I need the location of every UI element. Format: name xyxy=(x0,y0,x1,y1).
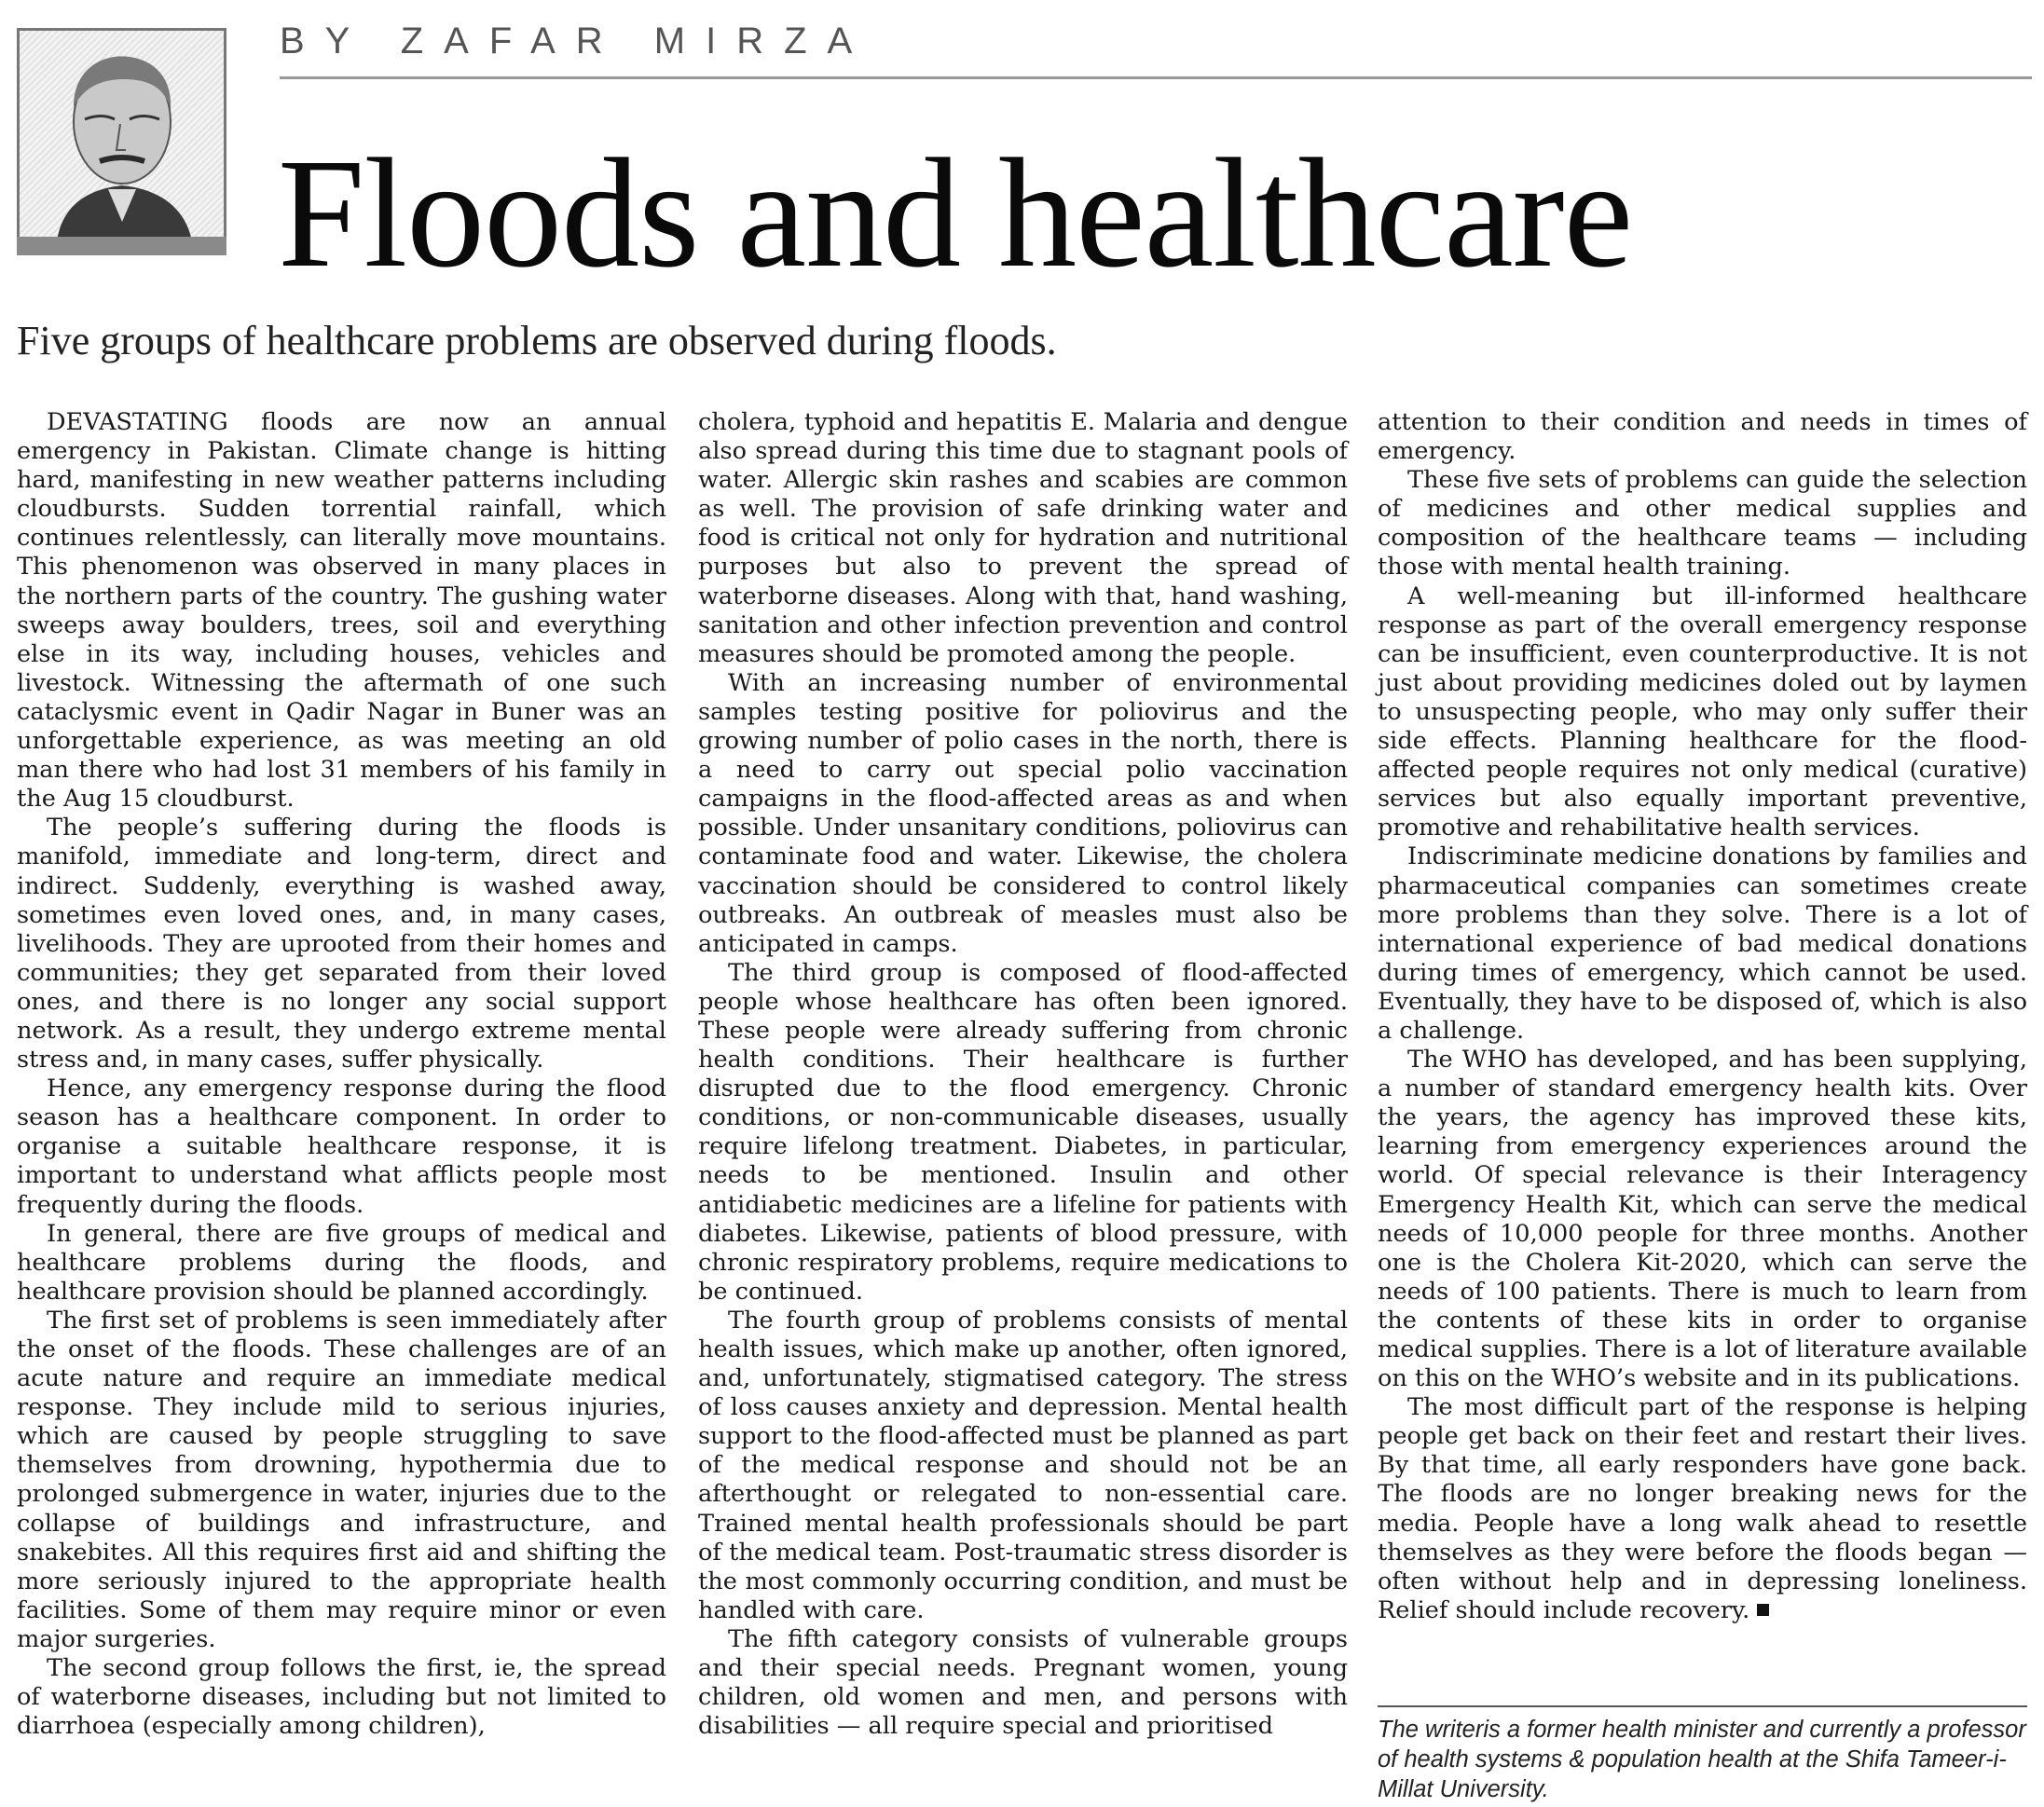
article-paragraph: The third group is composed of flood-affected people whose healthcare has often been ignored. These people were already suffering from chronic health conditions. Their healthcare is further disrupted due to the flood emergency. Chronic conditions, or non-communicable diseases, usually require lifelong treatment. Diabetes, in particular, needs to be mentioned. Insulin and other antidiabetic medicines are a lifeline for patients with diabetes. Likewise, patients of blood pressure, with chronic respiratory problems, require medications to be continued. xyxy=(698,958,1348,1306)
author-photo xyxy=(17,28,226,244)
author-footnote: The writeris a former health minister and currently a professor of health systems & population health at the Shifa Tameer-i-Millat University. xyxy=(1378,1717,2026,1802)
article-paragraph: These five sets of problems can guide the selection of medicines and other medical supplies and composition of the healthcare teams — including those with mental health training. xyxy=(1378,466,2027,582)
byline: BY ZAFAR MIRZA xyxy=(280,21,873,62)
article-paragraph: The fifth category consists of vulnerable groups and their special needs. Pregnant women, young children, old women and men, and persons with disabilities — all require special and prioritised xyxy=(698,1624,1348,1741)
article-paragraph: Hence, any emergency response during the flood season has a healthcare component. In order to organise a suitable healthcare response, it is important to understand what afflicts people most frequently during the floods. xyxy=(17,1075,666,1219)
article-paragraph: attention to their condition and needs in times of emergency. xyxy=(1378,408,2027,466)
article-paragraph: The people’s suffering during the floods is manifold, immediate and long-term, direct and indirect. Suddenly, everything is washed away, sometimes even loved ones, and, in many cases, livelihoods. They are uprooted from their homes and communities; they get separated from their loved ones, and there is no longer any social support network. As a result, they undergo extreme mental stress and, in many cases, suffer physically. xyxy=(17,814,666,1075)
article-column-3 xyxy=(1378,408,2027,1625)
article-paragraph: cholera, typhoid and hepatitis E. Malaria and dengue also spread during this time due to stagnant pools of water. Allergic skin rashes and scabies are common as well. The provision of safe drinking water and food is critical not only for hydration and nutritional purposes but also to prevent the spread of waterborne diseases. Along with that, hand washing, sanitation and other infection prevention and control measures should be promoted among the people. xyxy=(698,408,1348,668)
photo-caption-bar xyxy=(17,237,226,255)
article-paragraph: A well-meaning but ill-informed healthcare response as part of the overall emergency response can be insufficient, even counterproductive. It is not just about providing medicines doled out by laymen to unsuspecting people, who may only suffer their side effects. Planning healthcare for the flood-affected people requires not only medical (curative) services but also equally important preventive, promotive and rehabilitative health services. xyxy=(1378,582,2027,842)
article-paragraph: With an increasing number of environmental samples testing positive for poliovirus and the growing number of polio cases in the north, there is a need to carry out special polio vaccination campaigns in the flood-affected areas as and when possible. Under unsanitary conditions, poliovirus can contaminate food and water. Likewise, the cholera vaccination should be considered to control likely outbreaks. An outbreak of measles must also be anticipated in camps. xyxy=(698,668,1348,958)
headline: Floods and healthcare xyxy=(278,127,1633,300)
article-paragraph: The most difficult part of the response is helping people get back on their feet and restart their lives. By that time, all early responders have gone back. The floods are no longer breaking news for the media. People have a long walk ahead to resettle themselves as they were before the floods began — often without help and in depressing loneliness. Relief should include recovery. xyxy=(1378,1393,2027,1624)
article-paragraph: The first set of problems is seen immediately after the onset of the floods. These challenges are of an acute nature and require an immediate medical response. They include mild to serious injuries, which are caused by people struggling to save themselves from drowning, hypothermia due to prolonged submergence in water, injuries due to the collapse of buildings and infrastructure, and snakebites. All this requires first aid and shifting the more seriously injured to the appropriate health facilities. Some of them may require minor or even major surgeries. xyxy=(17,1306,666,1653)
article-paragraph: The second group follows the first, ie, the spread of waterborne diseases, including but not limited to diarrhoea (especially among children), xyxy=(17,1654,666,1741)
author-portrait xyxy=(20,31,224,241)
article-paragraph: DEVASTATING floods are now an annual emergency in Pakistan. Climate change is hitting hard, manifesting in new weather patterns including cloudbursts. Sudden torrential rainfall, which continues relentlessly, can literally move mountains. This phenomenon was observed in many places in the northern parts of the country. The gushing water sweeps away boulders, trees, soil and everything else in its way, including houses, vehicles and livestock. Witnessing the aftermath of one such cataclysmic event in Qadir Nagar in Buner was an unforgettable experience, as was meeting an old man there who had lost 31 members of his family in the Aug 15 cloudburst. xyxy=(17,408,666,814)
end-mark-icon xyxy=(1757,1604,1769,1616)
article-paragraph: The WHO has developed, and has been supplying, a number of standard emergency health kits. Over the years, the agency has improved these kits, learning from emergency experiences around the world. Of special relevance is their Interagency Emergency Health Kit, which can serve the medical needs of 10,000 people for three months. Another one is the Cholera Kit-2020, which can serve the needs of 100 patients. There is much to learn from the contents of these kits in order to organise medical supplies. There is a lot of literature available on this on the WHO’s website and in its publications. xyxy=(1378,1046,2027,1393)
article-column-2 xyxy=(698,408,1348,1741)
deck: Five groups of healthcare problems are observed during floods. xyxy=(17,318,1057,363)
article-paragraph: The fourth group of problems consists of mental health issues, which make up another, often ignored, and, unfortunately, stigmatised category. The stress of loss causes anxiety and depression. Mental health support to the flood-affected must be planned as part of the medical response and should not be an afterthought or relegated to non-essential care. Trained mental health professionals should be part of the medical team. Post-traumatic stress disorder is the most commonly occurring condition, and must be handled with care. xyxy=(698,1306,1348,1624)
header-rule xyxy=(280,76,2032,79)
footnote-rule xyxy=(1378,1705,2027,1707)
article-paragraph: In general, there are five groups of medical and healthcare problems during the floods, and healthcare provision should be planned accordingly. xyxy=(17,1219,666,1306)
article-column-1 xyxy=(17,408,666,1741)
article-paragraph: Indiscriminate medicine donations by families and pharmaceutical companies can sometimes create more problems than they solve. There is a lot of international experience of bad medical donations during times of emergency, which cannot be used. Eventually, they have to be disposed of, which is also a challenge. xyxy=(1378,842,2027,1045)
